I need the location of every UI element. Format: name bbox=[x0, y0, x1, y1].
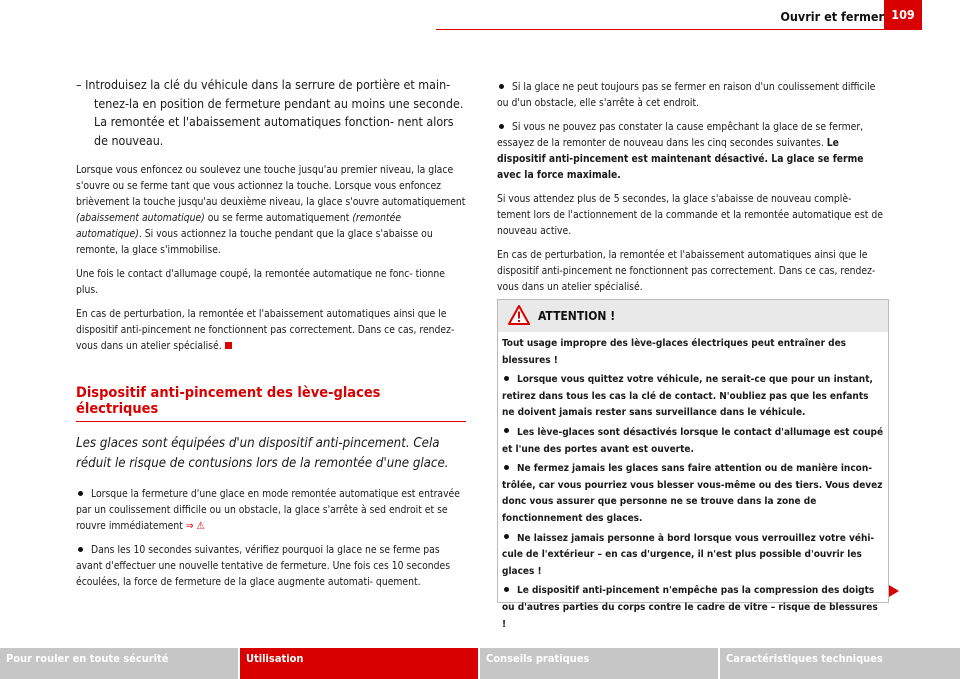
bullet-item bbox=[497, 119, 887, 183]
footer-tab-safety[interactable]: Pour rouler en toute sécurité bbox=[0, 648, 238, 679]
warning-reference-link[interactable]: ⇒ ⚠ bbox=[185, 520, 205, 532]
bullet-icon bbox=[78, 491, 83, 496]
footer-nav bbox=[0, 648, 960, 679]
bullet-icon bbox=[504, 376, 509, 381]
chapter-title: Ouvrir et fermer bbox=[780, 9, 884, 24]
footer-tab-technical[interactable]: Caractéristiques techniques bbox=[720, 648, 960, 679]
attention-intro: Tout usage impropre des lève-glaces électriques peut entraîner des blessures ! bbox=[502, 338, 847, 366]
paragraph-malfunction-right: En cas de perturbation, la remontée et l'abaissement automatiques ainsi que le dispositif anti-pincement ne fonctionnent pas correctement. Dans ce cas, rendez-vous dans un atelier spécialisé. bbox=[497, 249, 876, 293]
footer-tab-usage[interactable]: Utilisation bbox=[240, 648, 478, 679]
attention-item bbox=[502, 461, 884, 527]
text-span: Lorsque vous quittez votre véhicule, ne serait-ce que pour un instant, retirez dans tous les cas la clé de contact. N'oubliez pas que les enfants ne doivent jamais rester sans surveillance dans le véhicule. bbox=[502, 374, 873, 419]
paragraph-malfunction bbox=[76, 306, 466, 354]
text-span: Ne laissez jamais personne à bord lorsque vous verrouillez votre véhi- cule de l'extérieur – en cas d'urgence, il n'est plus possible d'ouvrir les glaces ! bbox=[502, 532, 875, 577]
bullet-item bbox=[497, 79, 887, 111]
paragraph-buttons bbox=[76, 162, 466, 258]
attention-item bbox=[502, 425, 884, 458]
bullet-icon bbox=[499, 84, 504, 89]
text-span: Dans les 10 secondes suivantes, vérifiez pourquoi la glace ne se ferme pas avant d'effectuer une nouvelle tentative de fermeture. Une fois ces 10 secondes écoulées, la force de fermeture de la glace augmente automati- quement. bbox=[76, 544, 451, 588]
right-column bbox=[497, 79, 887, 303]
footer-tab-practical[interactable]: Conseils pratiques bbox=[480, 648, 718, 679]
attention-box bbox=[497, 299, 889, 630]
attention-item bbox=[502, 372, 884, 422]
text-bold: Le dispositif anti-pincement est maintenant désactivé. La glace se ferme avec la force maximale. bbox=[497, 137, 864, 181]
bullet-icon bbox=[499, 124, 504, 129]
next-page-arrow-icon[interactable] bbox=[889, 585, 899, 597]
paragraph-ignition: Une fois le contact d'allumage coupé, la remontée automatique ne fonc- tionne plus. bbox=[76, 268, 445, 296]
text-italic: (abaissement automatique) bbox=[76, 212, 205, 224]
warning-triangle-icon bbox=[508, 305, 530, 325]
bullet-icon bbox=[504, 428, 509, 433]
bullet-icon bbox=[78, 547, 83, 552]
text-span: Si vous ne pouvez pas constater la cause empêchant la glace de se fermer, essayez de la remonter de nouveau dans les cinq secondes suivantes. bbox=[497, 121, 864, 149]
section-heading: Dispositif anti-pincement des lève-glaces électriques bbox=[76, 385, 466, 422]
page-number: 109 bbox=[884, 0, 922, 30]
attention-item bbox=[502, 531, 884, 581]
paragraph-wait: Si vous attendez plus de 5 secondes, la glace s'abaisse de nouveau complè- tement lors de l'actionnement de la commande et la remontée automatique est de nouveau active. bbox=[497, 193, 883, 237]
bullet-item bbox=[76, 542, 466, 590]
attention-title: ATTENTION ! bbox=[538, 309, 616, 323]
attention-body bbox=[498, 332, 888, 633]
text-span: ou se ferme automatiquement bbox=[204, 212, 353, 224]
bullet-icon bbox=[504, 465, 509, 470]
left-column bbox=[76, 76, 466, 598]
header-rule bbox=[436, 29, 922, 30]
text-span: Si la glace ne peut toujours pas se fermer en raison d'un coulissement difficile ou d'un obstacle, elle s'arrête à cet endroit. bbox=[497, 81, 876, 109]
text-span: Lorsque vous enfoncez ou soulevez une touche jusqu'au premier niveau, la glace s'ouvre ou se ferme tant que vous actionnez la touche. Lorsque vous enfoncez brièvement la touche jusqu'au deuxième niveau, la glace s'ouvre automatiquement bbox=[76, 164, 466, 208]
page-header bbox=[0, 0, 960, 30]
attention-item bbox=[502, 583, 884, 633]
bullet-item bbox=[76, 486, 466, 534]
attention-header bbox=[498, 300, 888, 332]
text-span: Les lève-glaces sont désactivés lorsque le contact d'allumage est coupé et l'une des portes avant est ouverte. bbox=[502, 426, 884, 455]
end-of-section-icon bbox=[225, 342, 232, 349]
text-span: . Si vous actionnez la touche pendant que la glace s'abaisse ou remonte, la glace s'immobilise. bbox=[76, 228, 433, 256]
text-span: Ne fermez jamais les glaces sans faire attention ou de manière incon- trôlée, car vous pourriez vous blesser vous-même ou des tiers. Vous devez donc vous assurer que personne ne se trouve dans la zone de fonctionnement des glaces. bbox=[502, 463, 883, 524]
instruction-step: – Introduisez la clé du véhicule dans la serrure de portière et main- tenez-la en position de fermeture pendant au moins une seconde. La remontée et l'abaissement automatiques fonction- nent alors de nouveau. bbox=[76, 77, 464, 148]
text-italic: (remontée automatique) bbox=[76, 212, 402, 240]
bullet-icon bbox=[504, 534, 509, 539]
text-span: Le dispositif anti-pincement n'empêche pas la compression des doigts ou d'autres parties du corps contre le cadre de vitre – risque de blessures ! bbox=[502, 585, 878, 630]
section-lead: Les glaces sont équipées d'un dispositif anti-pincement. Cela réduit le risque de contusions lors de la remontée d'une glace. bbox=[76, 436, 449, 471]
bullet-icon bbox=[504, 587, 509, 592]
text-span: En cas de perturbation, la remontée et l'abaissement automatiques ainsi que le dispositif anti-pincement ne fonctionnent pas correctement. Dans ce cas, rendez-vous dans un atelier spécialisé. bbox=[76, 308, 455, 352]
text-span: Lorsque la fermeture d'une glace en mode remontée automatique est entravée par un coulissement difficile ou un obstacle, la glace s'arrête à sed endroit et se rouvre immédiatement bbox=[76, 488, 460, 532]
